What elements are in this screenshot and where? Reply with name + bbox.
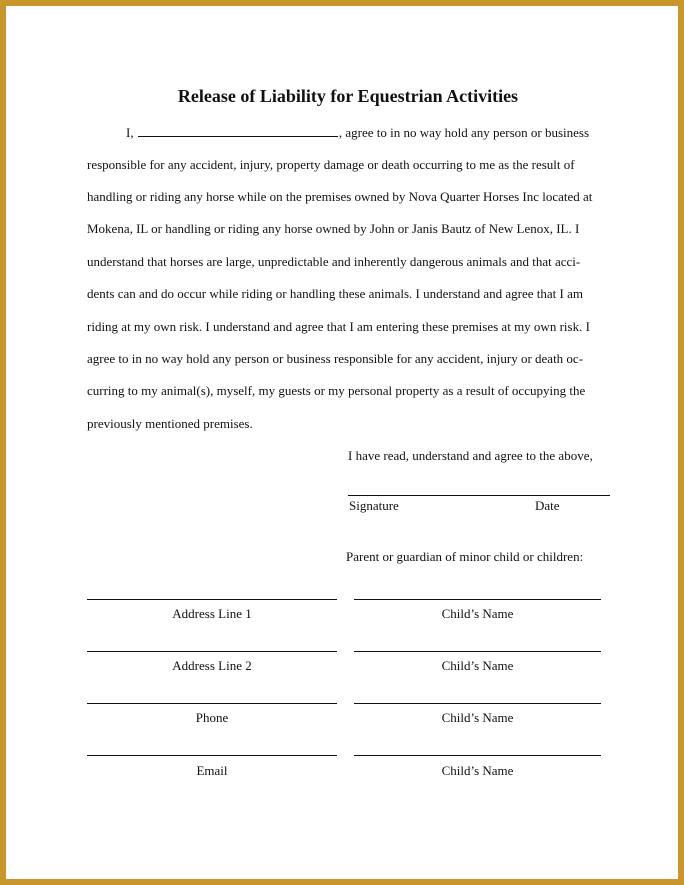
- date-label: Date: [535, 498, 560, 513]
- phone-field[interactable]: [87, 703, 337, 704]
- child-name-field[interactable]: [354, 755, 601, 756]
- child-name-field[interactable]: [354, 599, 601, 600]
- address-line-2-label: Address Line 2: [172, 658, 252, 673]
- body-line: understand that horses are large, unpredictable and inherently dangerous animals and that acci-: [87, 254, 581, 269]
- body-line: handling or riding any horse while on the premises owned by Nova Quarter Horses Inc located at: [87, 189, 593, 204]
- body-line: Mokena, IL or handling or riding any horse owned by John or Janis Bautz of New Lenox, IL. I: [87, 221, 580, 236]
- intro-line: [126, 124, 589, 141]
- signature-line[interactable]: [348, 495, 610, 496]
- address-line-1-label: Address Line 1: [172, 606, 252, 621]
- email-field[interactable]: [87, 755, 337, 756]
- agreement-statement: I have read, understand and agree to the above,: [348, 448, 593, 463]
- child-name-field[interactable]: [354, 651, 601, 652]
- signature-label: Signature: [349, 498, 399, 513]
- body-line: curring to my animal(s), myself, my guests or my personal property as a result of occupying the: [87, 383, 586, 398]
- child-name-label: Child’s Name: [441, 763, 514, 778]
- guardian-label: Parent or guardian of minor child or children:: [346, 549, 584, 564]
- body-line: responsible for any accident, injury, property damage or death occurring to me as the result of: [87, 157, 575, 172]
- name-blank-field[interactable]: [138, 124, 338, 137]
- body-line: dents can and do occur while riding or handling these animals. I understand and agree that I am: [87, 286, 584, 301]
- document-title: Release of Liability for Equestrian Activities: [177, 86, 519, 106]
- child-name-label: Child’s Name: [441, 710, 514, 725]
- child-name-label: Child’s Name: [441, 658, 514, 673]
- body-line: previously mentioned premises.: [87, 416, 253, 431]
- phone-label: Phone: [195, 710, 229, 725]
- email-label: Email: [196, 763, 228, 778]
- intro-suffix: , agree to in no way hold any person or business: [338, 125, 590, 140]
- child-name-label: Child’s Name: [441, 606, 514, 621]
- address-line-2-field[interactable]: [87, 651, 337, 652]
- body-line: agree to in no way hold any person or business responsible for any accident, injury or death oc-: [87, 351, 584, 366]
- body-line: riding at my own risk. I understand and agree that I am entering these premises at my own risk. I: [87, 319, 590, 334]
- child-name-field[interactable]: [354, 703, 601, 704]
- intro-prefix: I,: [126, 125, 134, 140]
- address-line-1-field[interactable]: [87, 599, 337, 600]
